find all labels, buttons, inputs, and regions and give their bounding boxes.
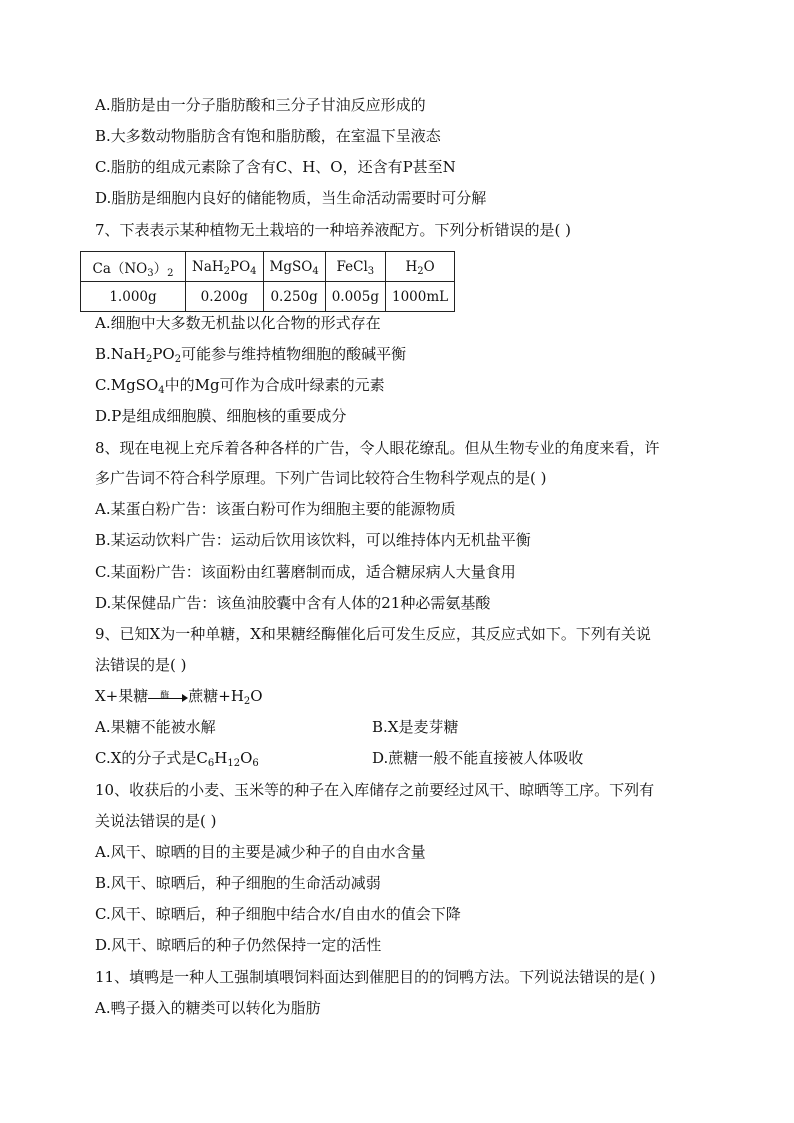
q8-stem-line2: 多广告词不符合科学原理。下列广告词比较符合生物科学观点的是( ) [95, 469, 547, 487]
table-header-cell: $NaH_2PO_4$ [186, 252, 264, 282]
q6-option-a: A.脂肪是由一分子脂肪酸和三分子甘油反应形成的 [95, 96, 426, 114]
table-row [81, 282, 455, 312]
q8-option-b: B.某运动饮料广告：运动后饮用该饮料，可以维持体内无机盐平衡 [95, 531, 531, 549]
q7-option-b: $B.NaH_2PO_2$可能参与维持植物细胞的酸碱平衡 [95, 345, 407, 365]
nutrient-solution-table [80, 251, 455, 312]
q6-option-c: C.脂肪的组成元素除了含有C、H、O，还含有P甚至N [95, 158, 456, 176]
q10-option-c: C.风干、晾晒后，种子细胞中结合水/自由水的值会下降 [95, 905, 461, 923]
table-cell: 0.005g [325, 282, 385, 312]
q9-option-a: A.果糖不能被水解 [95, 718, 216, 736]
reaction-arrow-icon [148, 690, 188, 704]
q10-option-d: D.风干、晾晒后的种子仍然保持一定的活性 [95, 936, 382, 954]
table-cell: 1.000g [81, 282, 186, 312]
q8-stem-line1: 8、现在电视上充斥着各种各样的广告，令人眼花缭乱。但从生物专业的角度来看，许 [95, 439, 660, 457]
q6-option-b: B.大多数动物脂肪含有饱和脂肪酸，在室温下呈液态 [95, 127, 441, 145]
q9-option-c: C.X的分子式是$C_6H_{12}O_6$ [95, 749, 259, 769]
q7-option-d: D.P是组成细胞膜、细胞核的重要成分 [95, 407, 347, 425]
q8-option-c: C.某面粉广告：该面粉由红薯磨制而成，适合糖尿病人大量食用 [95, 563, 516, 581]
q10-stem-line1: 10、收获后的小麦、玉米等的种子在入库储存之前要经过风干、晾晒等工序。下列有 [95, 781, 655, 799]
q9-stem-line2: 法错误的是( ) [95, 656, 187, 674]
q10-stem-line2: 关说法错误的是( ) [95, 812, 217, 830]
q7-stem: 7、下表表示某种植物无土栽培的一种培养液配方。下列分析错误的是( ) [95, 221, 572, 239]
q6-option-d: D.脂肪是细胞内良好的储能物质，当生命活动需要时可分解 [95, 189, 487, 207]
table-header-cell: MgSO$_4$ [263, 252, 325, 282]
q9-option-b: B.X是麦芽糖 [372, 718, 459, 736]
equation-products: 蔗糖$+H_2O$ [188, 687, 263, 707]
table-cell: 0.250g [263, 282, 325, 312]
table-header-cell: $H_2O$ [386, 252, 455, 282]
table-header-row [81, 252, 455, 282]
equation-reactants: X+果糖 [95, 687, 149, 705]
q9-stem-line1: 9、已知X为一种单糖，X和果糖经酶催化后可发生反应，其反应式如下。下列有关说 [95, 625, 651, 643]
table-header-cell: $Ca(NO_3)_2$ [81, 252, 186, 282]
q9-reaction-equation [95, 686, 263, 706]
q10-option-b: B.风干、晾晒后，种子细胞的生命活动减弱 [95, 874, 381, 892]
enzyme-label: 酶 [160, 691, 170, 701]
q8-option-a: A.某蛋白粉广告：该蛋白粉可作为细胞主要的能源物质 [95, 500, 456, 518]
q7-option-c: C.MgSO$_4$中的Mg可作为合成叶绿素的元素 [95, 376, 385, 396]
q10-option-a: A.风干、晾晒的目的主要是减少种子的自由水含量 [95, 843, 426, 861]
q9-option-d: D.蔗糖一般不能直接被人体吸收 [372, 749, 584, 767]
table-cell: 0.200g [186, 282, 264, 312]
q8-option-d: D.某保健品广告：该鱼油胶囊中含有人体的21种必需氨基酸 [95, 594, 491, 612]
q11-stem: 11、填鸭是一种人工强制填喂饲料面达到催肥目的的饲鸭方法。下列说法错误的是( ) [95, 968, 656, 986]
q11-option-a: A.鸭子摄入的糖类可以转化为脂肪 [95, 999, 321, 1017]
q7-option-a: A.细胞中大多数无机盐以化合物的形式存在 [95, 314, 381, 332]
table-header-cell: FeCl$_3$ [325, 252, 385, 282]
table-cell: 1000mL [386, 282, 455, 312]
